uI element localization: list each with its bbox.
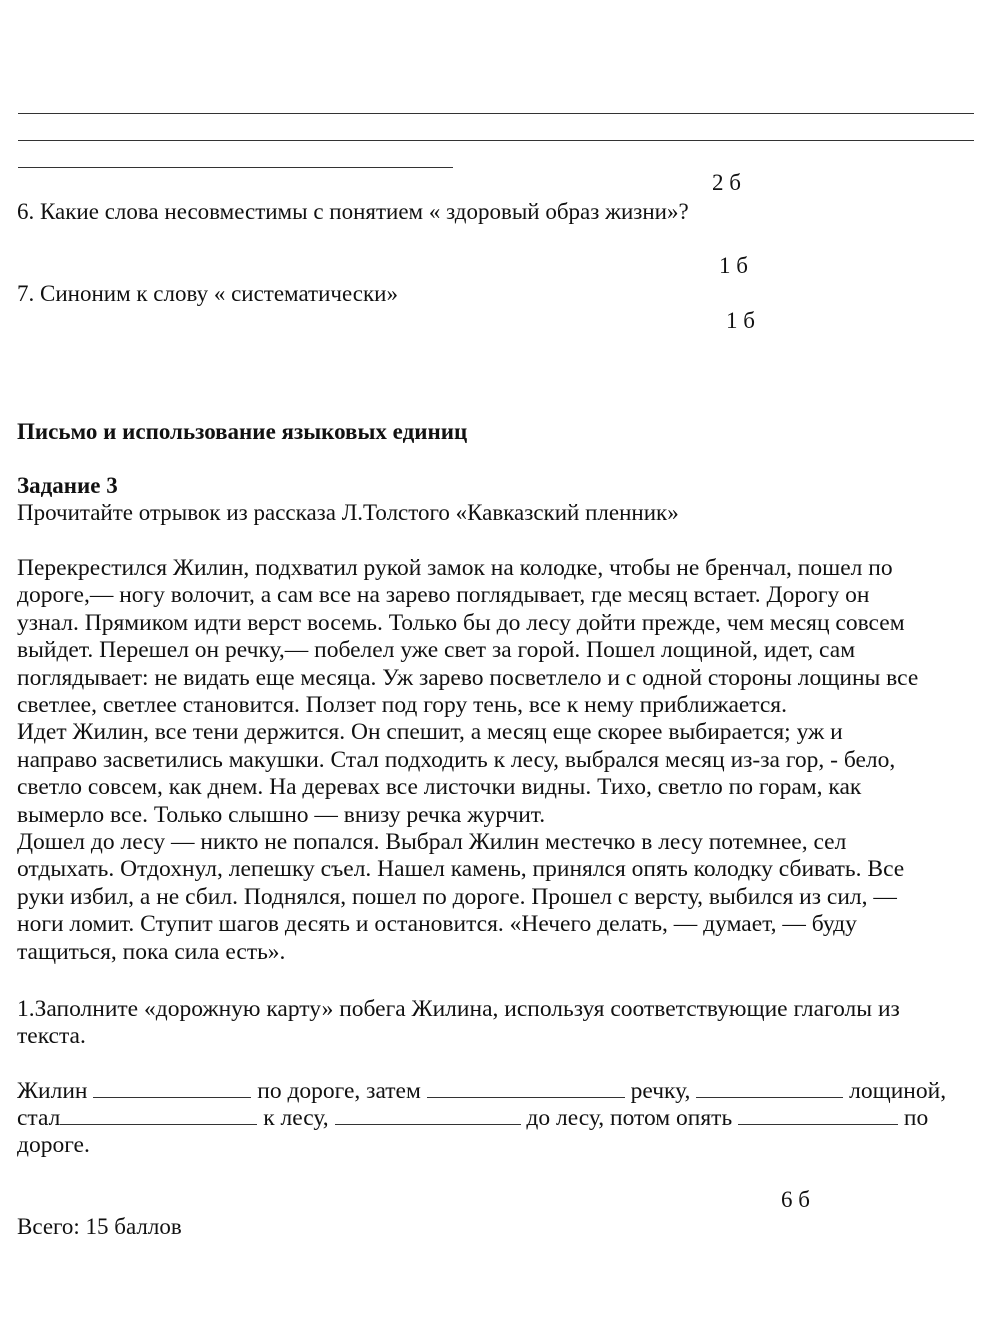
fill-row-1 <box>17 1078 946 1105</box>
score-q5: 2 б <box>712 170 741 195</box>
blank-field[interactable] <box>427 1079 625 1098</box>
blank-field[interactable] <box>93 1079 251 1098</box>
passage-line: ноги ломит. Ступит шагов десять и остановится. «Нечего делать, — думает, — буду <box>17 911 857 938</box>
passage-line: руки избил, а не сбил. Поднялся, пошел по дороге. Прошел с версту, выбился из сил, — <box>17 883 897 910</box>
blank-field[interactable] <box>335 1106 521 1125</box>
passage-line: тащиться, пока сила есть». <box>17 938 286 965</box>
passage-line: отдыхать. Отдохнул, лепешку съел. Нашел камень, принялся опять колодку сбивать. Все <box>17 856 905 883</box>
fill-word: по <box>903 1105 929 1131</box>
passage <box>17 555 987 966</box>
blank-field[interactable] <box>60 1106 257 1125</box>
fill-word: по дороге, затем <box>257 1078 421 1104</box>
score-task3: 6 б <box>781 1187 810 1212</box>
exercise-prompt-cont: текста. <box>17 1023 86 1049</box>
answer-line-3[interactable] <box>18 167 453 168</box>
fill-word: Жилин <box>17 1078 88 1104</box>
answer-line-2[interactable] <box>18 140 974 141</box>
section-title: Письмо и использование языковых единиц <box>17 419 468 444</box>
score-q6: 1 б <box>719 253 748 278</box>
passage-line: вымерло все. Только слышно — внизу речка журчит. <box>17 801 546 828</box>
blank-field[interactable] <box>738 1106 898 1125</box>
passage-line: светло совсем, как днем. На деревах все листочки видны. Тихо, светло по горам, как <box>17 774 862 801</box>
passage-line: поглядывает: не видать еще месяца. Уж зарево посветлело и с одной стороны лощины все <box>17 664 919 691</box>
task-instruction: Прочитайте отрывок из рассказа Л.Толстого «Кавказский пленник» <box>17 500 679 525</box>
blank-field[interactable] <box>696 1079 843 1098</box>
passage-line: Перекрестился Жилин, подхватил рукой замок на колодке, чтобы не бренчал, пошел по <box>17 555 893 581</box>
passage-line: узнал. Прямиком идти верст восемь. Только бы до лесу дойти прежде, чем месяц совсем <box>17 609 905 636</box>
exercise-prompt: 1.Заполните «дорожную карту» побега Жилина, используя соответствующие глаголы из <box>17 996 900 1022</box>
passage-line: дороге,— ногу волочит, а сам все на зарево поглядывает, где месяц встает. Дорогу он <box>17 582 870 609</box>
passage-line: направо засветились макушки. Стал подходить к лесу, выбрался месяц из-за гор, - бело, <box>17 746 896 773</box>
task-title: Задание 3 <box>17 473 118 498</box>
score-q7: 1 б <box>726 308 755 333</box>
fill-row-3: дороге. <box>17 1132 90 1158</box>
answer-line-1[interactable] <box>18 113 974 114</box>
fill-word: лощиной, <box>849 1078 947 1104</box>
fill-word: стал <box>17 1105 61 1131</box>
total-score: Всего: 15 баллов <box>17 1214 182 1239</box>
passage-line: светлее, светлее становится. Ползет под гору тень, все к нему приближается. <box>17 692 787 719</box>
question-6: 6. Какие слова несовместимы с понятием « здоровый образ жизни»? <box>17 199 689 224</box>
question-7: 7. Синоним к слову « систематически» <box>17 281 398 306</box>
passage-line: Идет Жилин, все тени держится. Он спешит, а месяц еще скорее выбирается; уж и <box>17 719 843 746</box>
fill-word: речку, <box>630 1078 691 1104</box>
fill-word: к лесу, <box>263 1105 329 1131</box>
fill-word: до лесу, потом опять <box>526 1105 733 1131</box>
fill-row-2 <box>17 1105 928 1132</box>
passage-line: выйдет. Перешел он речку,— побелел уже свет за горой. Пошел лощиной, идет, сам <box>17 637 856 664</box>
passage-line: Дошел до лесу — никто не попался. Выбрал Жилин местечко в лесу потемнее, сел <box>17 829 847 856</box>
